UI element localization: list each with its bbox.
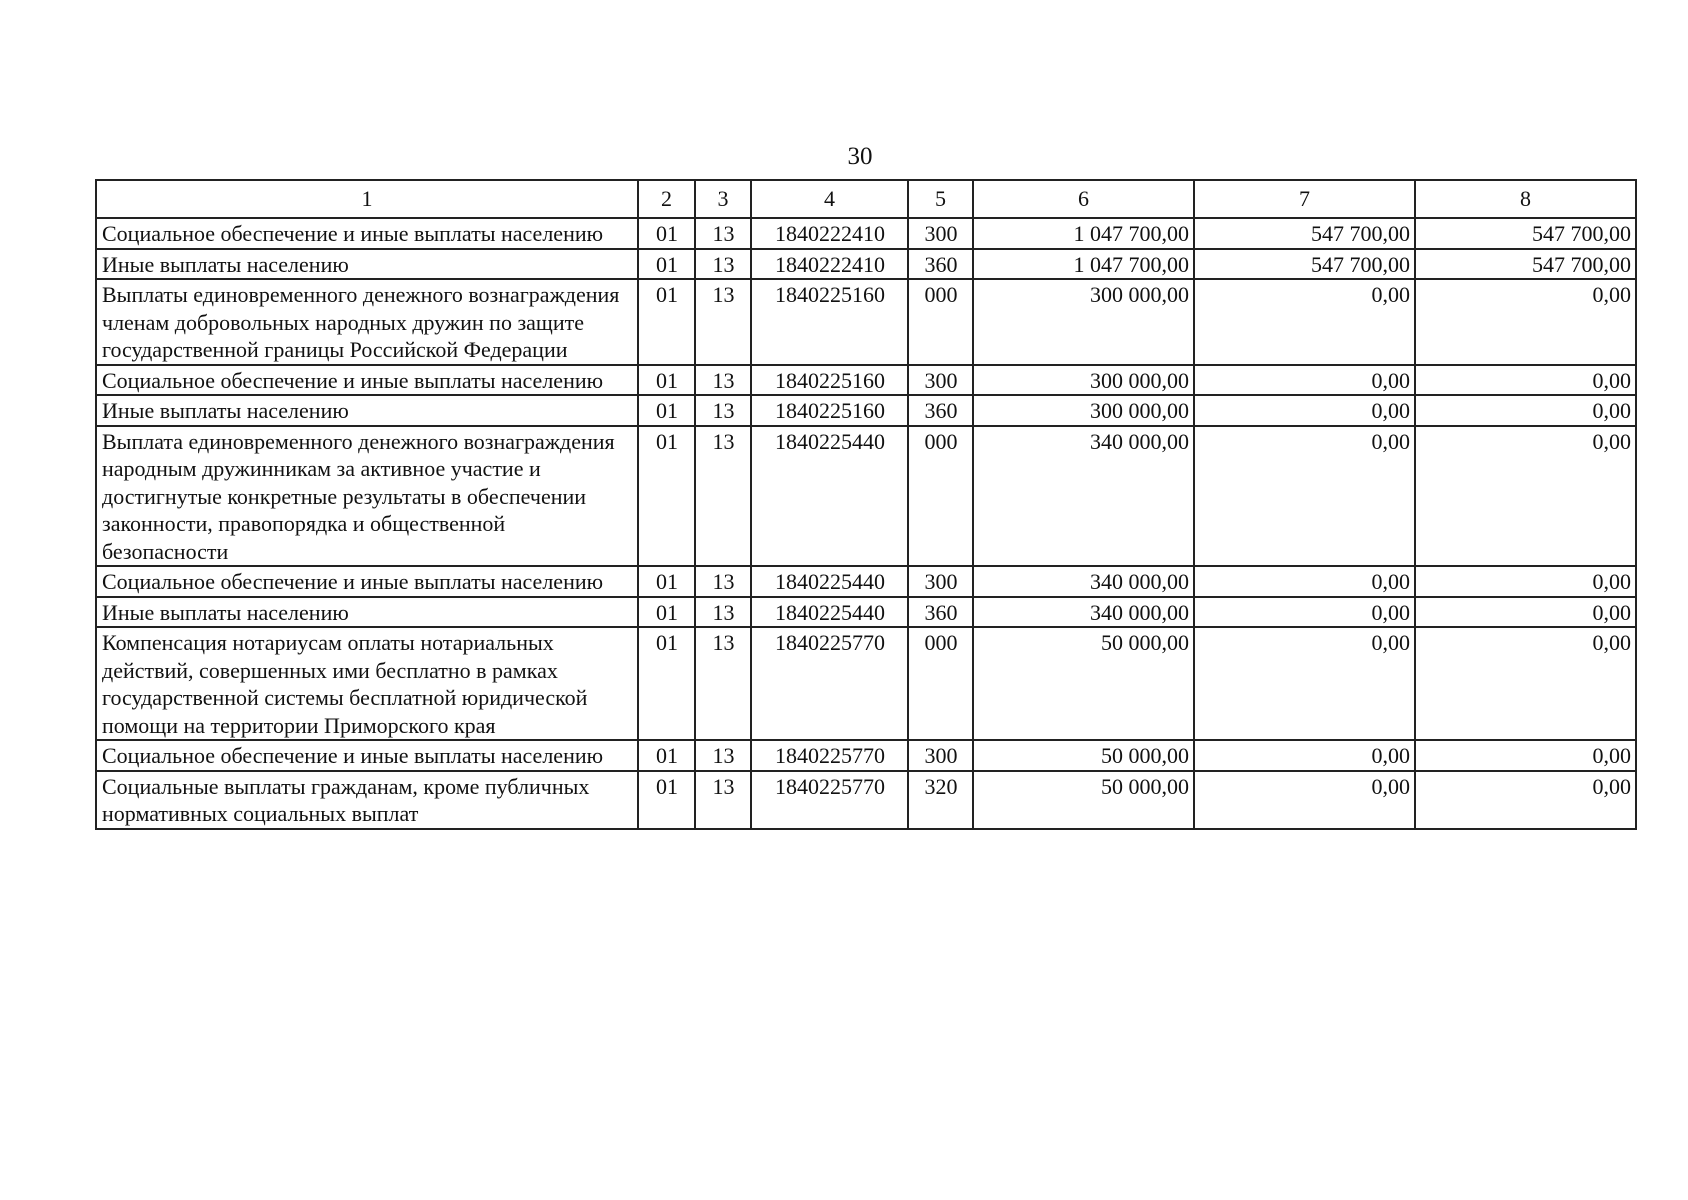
amount-year-1: 300 000,00 [973,395,1194,426]
amount-year-3: 0,00 [1415,365,1636,396]
amount-year-1: 1 047 700,00 [973,249,1194,280]
table-header [96,180,1636,218]
subsection-code: 13 [695,740,751,771]
item-name: Иные выплаты населению [96,395,638,426]
table-row [96,365,1636,396]
section-code: 01 [638,218,695,249]
amount-year-3: 547 700,00 [1415,249,1636,280]
target-article-code: 1840225770 [751,771,908,829]
amount-year-1: 340 000,00 [973,597,1194,628]
subsection-code: 13 [695,249,751,280]
section-code: 01 [638,597,695,628]
section-code: 01 [638,395,695,426]
amount-year-1: 340 000,00 [973,426,1194,567]
section-code: 01 [638,566,695,597]
subsection-code: 13 [695,771,751,829]
expense-type-code: 320 [908,771,973,829]
expense-type-code: 360 [908,597,973,628]
amount-year-3: 0,00 [1415,279,1636,365]
header-col-4: 4 [751,180,908,218]
amount-year-3: 0,00 [1415,395,1636,426]
target-article-code: 1840225160 [751,279,908,365]
amount-year-1: 300 000,00 [973,279,1194,365]
expense-type-code: 360 [908,249,973,280]
page-number: 30 [847,143,873,170]
amount-year-3: 0,00 [1415,771,1636,829]
subsection-code: 13 [695,426,751,567]
target-article-code: 1840225770 [751,627,908,740]
table-row [96,249,1636,280]
section-code: 01 [638,740,695,771]
table-row [96,218,1636,249]
item-name: Выплата единовременного денежного вознаграждения народным дружинникам за активное участие и достигнутые конкретные результаты в обеспечении законности, правопорядка и общественной безопасности [96,426,638,567]
expense-type-code: 300 [908,566,973,597]
amount-year-3: 0,00 [1415,740,1636,771]
item-name: Иные выплаты населению [96,249,638,280]
target-article-code: 1840222410 [751,249,908,280]
header-col-3: 3 [695,180,751,218]
header-col-6: 6 [973,180,1194,218]
item-name: Социальное обеспечение и иные выплаты населению [96,218,638,249]
target-article-code: 1840225160 [751,395,908,426]
expense-type-code: 300 [908,740,973,771]
item-name: Социальное обеспечение и иные выплаты населению [96,365,638,396]
budget-table [95,179,1637,830]
section-code: 01 [638,771,695,829]
amount-year-2: 0,00 [1194,566,1415,597]
expense-type-code: 000 [908,279,973,365]
expense-type-code: 300 [908,365,973,396]
subsection-code: 13 [695,279,751,365]
section-code: 01 [638,426,695,567]
item-name: Социальное обеспечение и иные выплаты населению [96,740,638,771]
header-col-1: 1 [96,180,638,218]
target-article-code: 1840225160 [751,365,908,396]
target-article-code: 1840222410 [751,218,908,249]
item-name: Социальное обеспечение и иные выплаты населению [96,566,638,597]
amount-year-2: 0,00 [1194,627,1415,740]
amount-year-2: 547 700,00 [1194,218,1415,249]
amount-year-1: 50 000,00 [973,627,1194,740]
amount-year-2: 0,00 [1194,365,1415,396]
table-row [96,627,1636,740]
item-name: Иные выплаты населению [96,597,638,628]
section-code: 01 [638,365,695,396]
header-col-5: 5 [908,180,973,218]
subsection-code: 13 [695,566,751,597]
subsection-code: 13 [695,395,751,426]
amount-year-1: 1 047 700,00 [973,218,1194,249]
subsection-code: 13 [695,597,751,628]
target-article-code: 1840225440 [751,426,908,567]
amount-year-2: 0,00 [1194,771,1415,829]
subsection-code: 13 [695,365,751,396]
table-row [96,566,1636,597]
subsection-code: 13 [695,218,751,249]
table-row [96,597,1636,628]
item-name: Социальные выплаты гражданам, кроме публичных нормативных социальных выплат [96,771,638,829]
section-code: 01 [638,627,695,740]
amount-year-3: 547 700,00 [1415,218,1636,249]
table-row [96,395,1636,426]
table-row [96,426,1636,567]
amount-year-2: 0,00 [1194,597,1415,628]
table-row [96,740,1636,771]
expense-type-code: 300 [908,218,973,249]
expense-type-code: 000 [908,426,973,567]
amount-year-1: 340 000,00 [973,566,1194,597]
amount-year-1: 50 000,00 [973,771,1194,829]
amount-year-1: 50 000,00 [973,740,1194,771]
amount-year-3: 0,00 [1415,597,1636,628]
header-row [96,180,1636,218]
target-article-code: 1840225440 [751,566,908,597]
amount-year-3: 0,00 [1415,566,1636,597]
table-row [96,279,1636,365]
amount-year-3: 0,00 [1415,426,1636,567]
section-code: 01 [638,279,695,365]
section-code: 01 [638,249,695,280]
subsection-code: 13 [695,627,751,740]
expense-type-code: 000 [908,627,973,740]
table-row [96,771,1636,829]
table-body [96,218,1636,829]
amount-year-1: 300 000,00 [973,365,1194,396]
amount-year-2: 0,00 [1194,279,1415,365]
amount-year-2: 0,00 [1194,740,1415,771]
item-name: Компенсация нотариусам оплаты нотариальных действий, совершенных ими бесплатно в рамках государственной системы бесплатной юридической помощи на территории Приморского края [96,627,638,740]
amount-year-2: 0,00 [1194,395,1415,426]
target-article-code: 1840225770 [751,740,908,771]
header-col-2: 2 [638,180,695,218]
header-col-7: 7 [1194,180,1415,218]
expense-type-code: 360 [908,395,973,426]
header-col-8: 8 [1415,180,1636,218]
amount-year-3: 0,00 [1415,627,1636,740]
amount-year-2: 0,00 [1194,426,1415,567]
item-name: Выплаты единовременного денежного вознаграждения членам добровольных народных дружин по защите государственной границы Российской Федерации [96,279,638,365]
target-article-code: 1840225440 [751,597,908,628]
amount-year-2: 547 700,00 [1194,249,1415,280]
